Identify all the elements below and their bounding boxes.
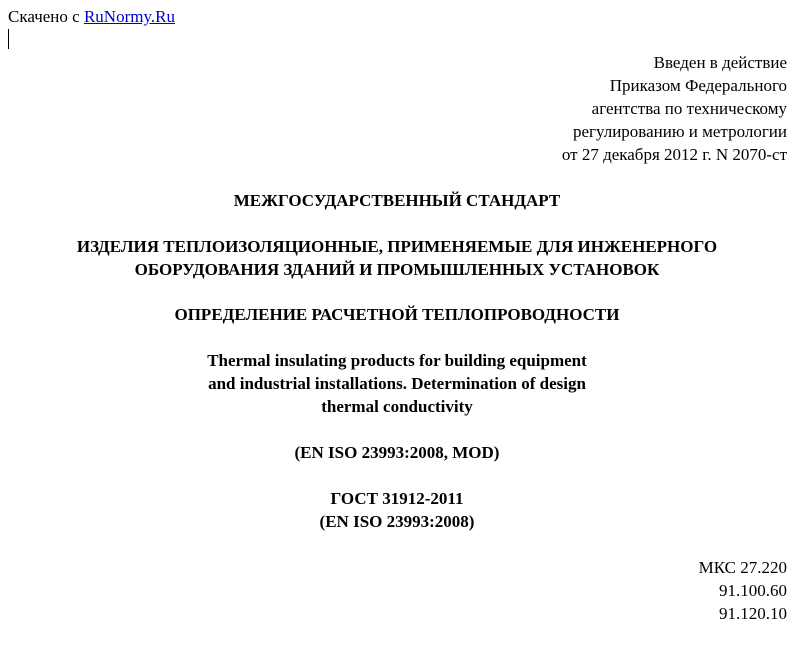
mks-code: 91.100.60 [719, 581, 787, 600]
document-title-en [0, 349, 794, 418]
enactment-note [367, 51, 787, 166]
enactment-line: Приказом Федерального [609, 76, 787, 95]
mks-code: 91.120.10 [719, 604, 787, 623]
title-en-line: Thermal insulating products for building equipment [207, 351, 587, 370]
enactment-line: агентства по техническому [591, 99, 787, 118]
iso-reference-text: (EN ISO 23993:2008, MOD) [294, 443, 500, 462]
title-en-line: and industrial installations. Determination of design [208, 374, 586, 393]
iso-reference [0, 441, 794, 464]
standard-type-text: МЕЖГОСУДАРСТВЕННЫЙ СТАНДАРТ [233, 191, 561, 210]
title-ru-line: ИЗДЕЛИЯ ТЕПЛОИЗОЛЯЦИОННЫЕ, ПРИМЕНЯЕМЫЕ ДЛЯ ИНЖЕНЕРНОГО [76, 237, 718, 256]
title-en-line: thermal conductivity [321, 397, 473, 416]
standard-type-heading [0, 189, 794, 212]
mks-codes [587, 556, 787, 625]
enactment-line: от 27 декабря 2012 г. N 2070-ст [561, 145, 787, 164]
gost-iso: (EN ISO 23993:2008) [319, 512, 475, 531]
subtitle-ru-text: ОПРЕДЕЛЕНИЕ РАСЧЕТНОЙ ТЕПЛОПРОВОДНОСТИ [174, 305, 620, 324]
enactment-line: регулированию и метрологии [572, 122, 787, 141]
source-line [8, 5, 175, 28]
source-link[interactable]: RuNormy.Ru [83, 7, 175, 26]
document-title-ru [0, 235, 794, 281]
gost-designation [0, 487, 794, 533]
mks-code: МКС 27.220 [698, 558, 787, 577]
gost-number: ГОСТ 31912-2011 [330, 489, 464, 508]
enactment-line: Введен в действие [653, 53, 787, 72]
document-subtitle-ru [0, 303, 794, 326]
title-ru-line: ОБОРУДОВАНИЯ ЗДАНИЙ И ПРОМЫШЛЕННЫХ УСТАНОВОК [134, 260, 660, 279]
source-prefix: Скачено с [8, 7, 84, 26]
text-cursor [8, 29, 9, 49]
